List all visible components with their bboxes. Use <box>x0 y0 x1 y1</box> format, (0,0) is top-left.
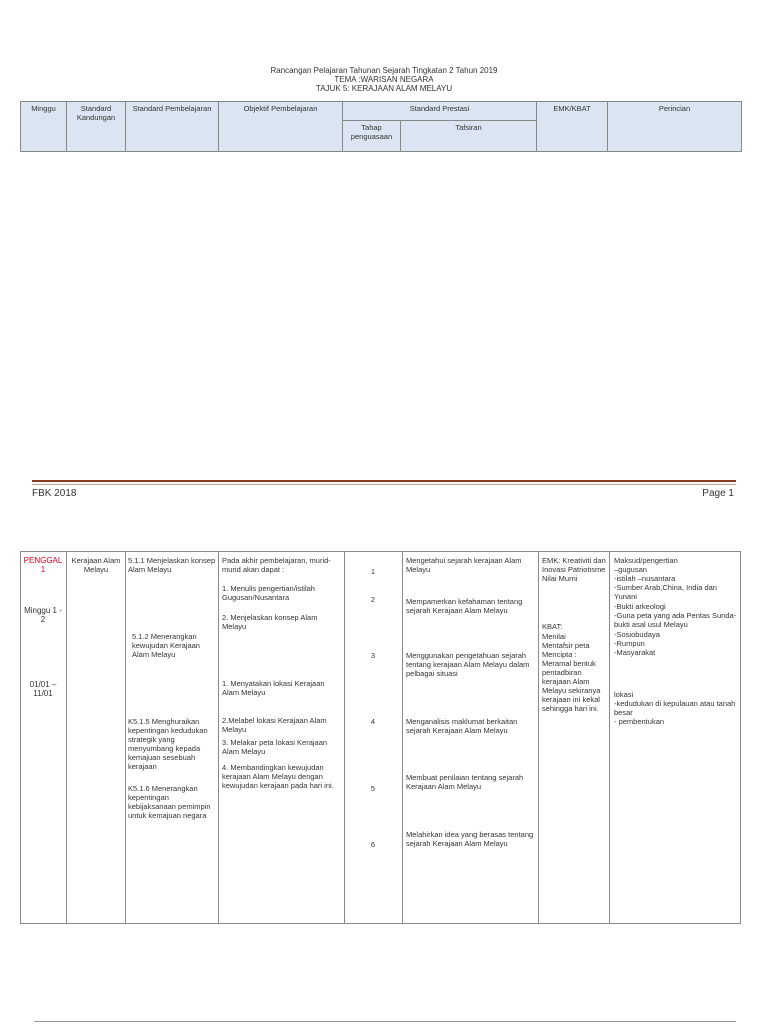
tahap-3: 3 <box>370 651 376 660</box>
footer-rule-thin <box>32 484 736 485</box>
bottom-rule <box>34 1021 736 1022</box>
objektif-4: 2.Melabel lokasi Kerajaan Alam Melayu <box>222 716 327 734</box>
objektif-5: 3. Melakar peta lokasi Kerajaan Alam Melayu <box>222 738 328 756</box>
kbat-mentafsir: Mentafsir peta <box>542 641 590 650</box>
sp-k5-1-6: K5.1.6 Menerangkan kepentingan kebijaksanaan pemimpin untuk kemajuan negara <box>128 784 211 820</box>
col-standard-kandungan: Standard Kandungan <box>67 102 126 152</box>
kbat-menilai: Menilai <box>542 632 566 641</box>
page-number: Page 1 <box>702 488 734 499</box>
tafsiran-4: Menganalisis maklumat berkaitan sejarah Kerajaan Alam Melayu <box>406 717 518 735</box>
sp-5-1-1: 5.1.1 Menjelaskan konsep Alam Melayu <box>128 556 216 574</box>
perincian-8: -Rumpun <box>614 639 645 648</box>
perincian-9: -Masyarakat <box>614 648 656 657</box>
tafsiran-3: Menggunakan pengetahuan sejarah tentang kerajaan Alam Melayu dalam pelbagai situasi <box>406 651 530 678</box>
tafsiran-2: Mempamerkan kefahaman tentang sejarah Kerajaan Alam Melayu <box>406 597 523 615</box>
perincian-10: lokasi <box>614 690 634 699</box>
sp-k5-1-5: K5.1.5 Menghuraikan kepentingan kedudukan strategik yang menyumbang kepada kemajuan sesebuah kerajaan <box>128 717 208 771</box>
col-tafsiran: Tafsiran <box>401 121 537 152</box>
perincian-11: -kedudukan di kepulauan atau tanah besar <box>614 699 736 717</box>
col-minggu: Minggu <box>21 102 67 152</box>
col-standard-pembelajaran: Standard Pembelajaran <box>126 102 219 152</box>
tahap-4: 4 <box>370 717 376 726</box>
perincian-3: -istilah –nusantara <box>614 574 676 583</box>
sp-5-1-2: 5.1.2 Menerangkan kewujudan Kerajaan Alam Melayu <box>132 632 200 659</box>
perincian-7: -Sosiobudaya <box>614 630 660 639</box>
doc-theme: TEMA :WARISAN NEGARA <box>334 75 434 84</box>
perincian-12: - pembentukan <box>614 717 665 726</box>
objektif-1: 1. Menulis pengertian/istilah Gugusan/Nusantara <box>222 584 315 602</box>
objektif-2: 2. Menjelaskan konsep Alam Melayu <box>222 613 318 631</box>
tafsiran-1: Mengetahui sejarah kerajaan Alam Melayu <box>406 556 522 574</box>
perincian-1: Maksud/pengertian <box>614 556 678 565</box>
perincian-5: -Bukti arkeologi <box>614 602 666 611</box>
col-objektif: Objektif Pembelajaran <box>219 102 343 152</box>
col-emk: EMK/KBAT <box>537 102 608 152</box>
header-table <box>20 101 742 152</box>
footer-label: FBK 2018 <box>32 488 77 499</box>
perincian-6: -Guna peta yang ada Pentas Sunda-bukti asal usul Melayu <box>614 611 737 629</box>
col-standard-prestasi: Standard Prestasi <box>343 102 537 121</box>
perincian-2: –gugusan <box>614 565 647 574</box>
tahap-6: 6 <box>370 840 376 849</box>
col-tahap: Tahap penguasaan <box>343 121 401 152</box>
penggal-label: PENGGAL 1 <box>23 556 63 574</box>
minggu-label: Minggu 1 - 2 <box>24 606 62 624</box>
tafsiran-5: Membuat penilaian tentang sejarah Kerajaan Alam Melayu <box>406 773 524 791</box>
tahap-2: 2 <box>370 595 376 604</box>
tahap-1: 1 <box>370 567 376 576</box>
kbat-mencipta: Mencipta : <box>542 650 577 659</box>
doc-title: Rancangan Pelajaran Tahunan Sejarah Tingkatan 2 Tahun 2019 <box>270 66 498 75</box>
objektif-intro: Pada akhir pembelajaran, murid-murid akan dapat : <box>222 556 331 574</box>
kbat-label: KBAT: <box>542 622 563 631</box>
footer-rule <box>32 480 736 482</box>
perincian-4: -Sumber Arab,China, India dan Yunani <box>614 583 717 601</box>
col-perincian: Perincian <box>608 102 742 152</box>
tahap-5: 5 <box>370 784 376 793</box>
tafsiran-6: Melahirkan idea yang berasas tentang sejarah Kerajaan Alam Melayu <box>406 830 534 848</box>
doc-topic: TAJUK 5: KERAJAAN ALAM MELAYU <box>315 84 453 93</box>
tarikh-label: 01/01 – 11/01 <box>29 680 57 698</box>
standard-kandungan: Kerajaan Alam Melayu <box>71 556 121 574</box>
objektif-3: 1. Menyatakan lokasi Kerajaan Alam Melayu <box>222 679 325 697</box>
objektif-6: 4. Membandingkan kewujudan kerajaan Alam Melayu dengan kewujudan kerajaan pada hari ini. <box>222 763 334 790</box>
kbat-meramal: Meramal bentuk pentadbiran kerajaan Alam Melayu sekiranya kerajaan ini kekal sehingga hari ini. <box>542 659 601 713</box>
emk-values: EMK: Kreativiti dan Inovasi Patriotisme Nilai Murni <box>542 556 606 583</box>
